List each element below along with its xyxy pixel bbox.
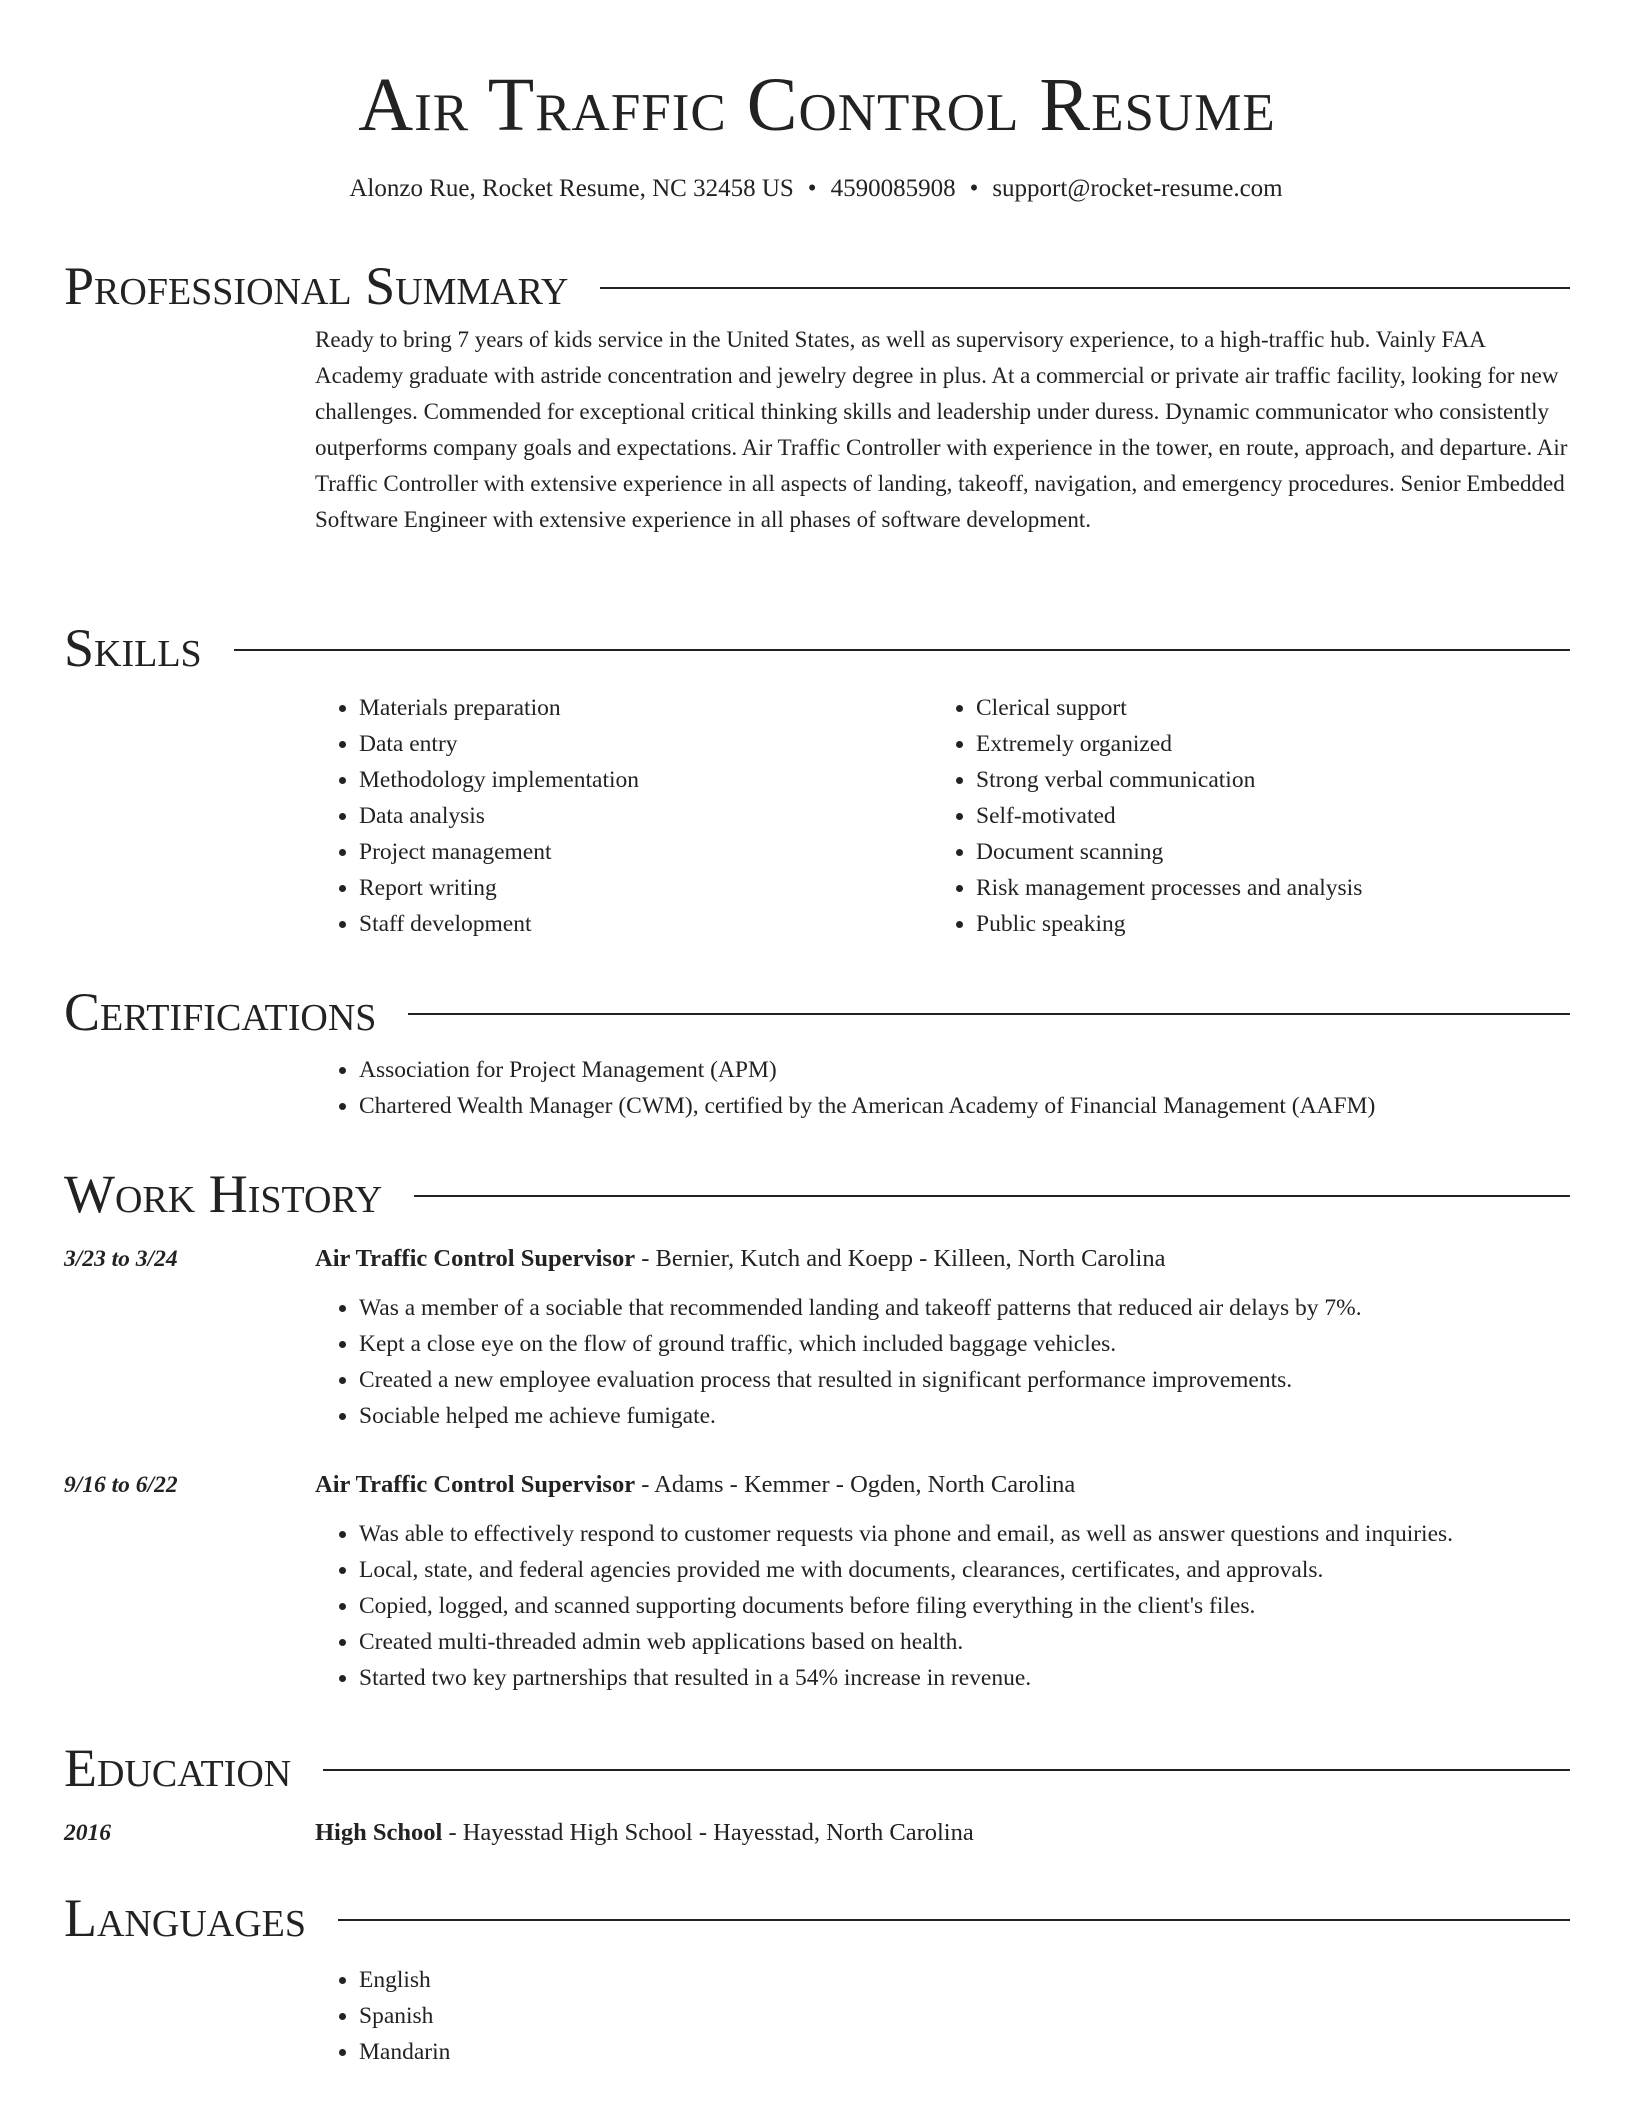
contact-address: Alonzo Rue, Rocket Resume, NC 32458 US (349, 175, 794, 202)
skill-item: • Methodology implementation (359, 762, 932, 798)
certification-item: • Association for Project Management (APM) (359, 1052, 1570, 1088)
job-title: Air Traffic Control Supervisor (315, 1471, 636, 1498)
job-bullet: • Created multi-threaded admin web applications based on health. (359, 1624, 1570, 1660)
job-bullet: • Was a member of a sociable that recommended landing and takeoff patterns that reduced air delays by 7%. (359, 1290, 1570, 1326)
education-year: 2016 (64, 1820, 111, 1846)
job-bullet: • Copied, logged, and scanned supporting documents before filing everything in the client's files. (359, 1588, 1570, 1624)
contact-line (0, 174, 1632, 204)
job-bullet: • Started two key partnerships that resulted in a 54% increase in revenue. (359, 1660, 1570, 1696)
certifications-list (315, 1052, 1570, 1124)
skill-item: • Staff development (359, 906, 932, 942)
job-bullet: • Local, state, and federal agencies provided me with documents, clearances, certificates, and approvals. (359, 1552, 1570, 1588)
section-divider (323, 1769, 1570, 1771)
certifications-section (64, 982, 1570, 1124)
job-details: - Bernier, Kutch and Koepp - Killeen, North Carolina (635, 1245, 1166, 1272)
job-bullet: • Sociable helped me achieve fumigate. (359, 1398, 1570, 1434)
work-history-section (64, 1164, 1570, 1696)
skill-item: • Project management (359, 834, 932, 870)
education-section (64, 1738, 1570, 1848)
skill-item: • Risk management processes and analysis (976, 870, 1549, 906)
job-bullets (315, 1290, 1570, 1434)
education-entry (64, 1818, 1570, 1848)
skill-item: • Public speaking (976, 906, 1549, 942)
skill-item: • Document scanning (976, 834, 1549, 870)
section-divider (408, 1013, 1570, 1015)
job-bullets (315, 1516, 1570, 1696)
job-bullet: • Kept a close eye on the flow of ground traffic, which included baggage vehicles. (359, 1326, 1570, 1362)
job-bullet: • Was able to effectively respond to customer requests via phone and email, as well as answer questions and inquiries. (359, 1516, 1570, 1552)
section-divider (414, 1195, 1570, 1197)
skill-item: • Data analysis (359, 798, 932, 834)
languages-list (315, 1962, 1570, 2070)
skills-list-right (932, 690, 1549, 942)
skill-item: • Data entry (359, 726, 932, 762)
work-history-heading: Work History (64, 1164, 383, 1224)
skill-item: • Extremely organized (976, 726, 1549, 762)
skill-item: • Self-motivated (976, 798, 1549, 834)
language-item: • English (359, 1962, 1570, 1998)
language-item: • Mandarin (359, 2034, 1570, 2070)
certifications-heading: Certifications (64, 982, 377, 1042)
skill-item: • Strong verbal communication (976, 762, 1549, 798)
summary-section (64, 256, 1570, 538)
job-details: - Adams - Kemmer - Ogden, North Carolina (635, 1471, 1076, 1498)
skill-item: • Report writing (359, 870, 932, 906)
section-divider (600, 287, 1570, 289)
certification-item: • Chartered Wealth Manager (CWM), certified by the American Academy of Financial Management (AAFM) (359, 1088, 1570, 1124)
contact-separator: • (969, 175, 979, 202)
section-divider (234, 649, 1570, 651)
languages-heading: Languages (64, 1888, 306, 1948)
section-divider (338, 1919, 1570, 1921)
languages-section (64, 1888, 1570, 2070)
summary-text: Ready to bring 7 years of kids service in the United States, as well as supervisory experience, to a high-traffic hub. Vainly FAA Academy graduate with astride concentration and jewelry degree in plus. At a commercial or private air traffic facility, looking for new challenges. Commended for exceptional critical thinking skills and leadership under duress. Dynamic communicator who consistently outperforms company goals and expectations. Air Traffic Controller with experience in the tower, en route, approach, and departure. Air Traffic Controller with extensive experience in all aspects of landing, takeoff, navigation, and emergency procedures. Senior Embedded Software Engineer with extensive experience in all phases of software development. (315, 327, 1568, 532)
skill-item: • Clerical support (976, 690, 1549, 726)
skills-section (64, 618, 1570, 942)
skills-grid (315, 690, 1570, 942)
language-item: • Spanish (359, 1998, 1570, 2034)
contact-email: support@rocket-resume.com (992, 175, 1283, 202)
job-bullet: • Created a new employee evaluation process that resulted in significant performance improvements. (359, 1362, 1570, 1398)
education-degree: High School (315, 1819, 443, 1846)
job-entry (64, 1244, 1570, 1434)
contact-separator: • (807, 175, 817, 202)
skills-heading: Skills (64, 618, 202, 678)
resume-title: Air Traffic Control Resume (358, 63, 1276, 147)
job-entry (64, 1470, 1570, 1696)
skill-item: • Materials preparation (359, 690, 932, 726)
education-details: - Hayesstad High School - Hayesstad, North Carolina (442, 1819, 974, 1846)
job-dates: 3/23 to 3/24 (64, 1246, 178, 1272)
education-heading: Education (64, 1738, 292, 1798)
job-title: Air Traffic Control Supervisor (315, 1245, 636, 1272)
summary-heading: Professional Summary (64, 256, 569, 316)
job-dates: 9/16 to 6/22 (64, 1472, 178, 1498)
skills-list-left (315, 690, 932, 942)
contact-phone: 4590085908 (830, 175, 956, 202)
